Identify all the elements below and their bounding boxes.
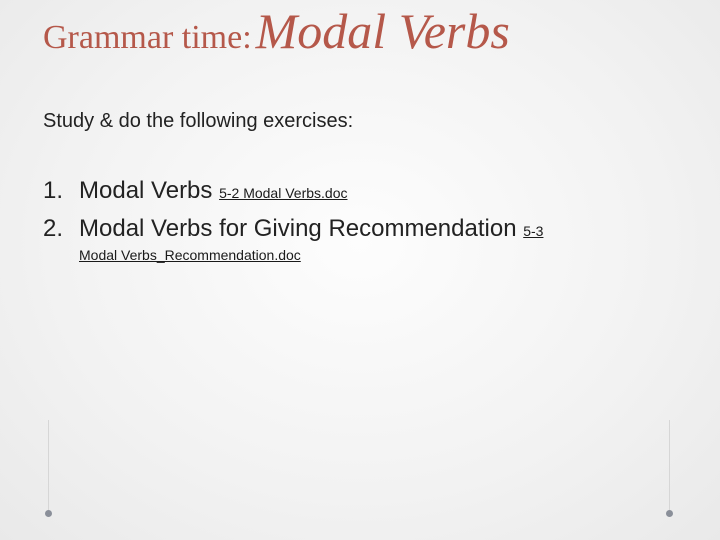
slide-title (43, 2, 510, 60)
decorative-dot-right (666, 510, 673, 517)
exercise-link-2-part2[interactable]: Modal Verbs_Recommendation.doc (79, 247, 301, 263)
item-text: Modal Verbs for Giving Recommendation (79, 215, 517, 242)
title-main: Modal Verbs (255, 3, 510, 59)
intro-text: Study & do the following exercises: (43, 110, 354, 132)
list-item (43, 176, 703, 208)
frame-line-left (48, 420, 49, 512)
exercise-list (43, 176, 703, 264)
title-prefix: Grammar time: (43, 19, 252, 56)
exercise-link-1[interactable]: 5-2 Modal Verbs.doc (219, 185, 348, 201)
list-item (43, 214, 703, 264)
decorative-dot-left (45, 510, 52, 517)
item-number: 2. (43, 215, 64, 242)
exercise-link-2-part1[interactable]: 5-3 (523, 223, 544, 239)
item-number: 1. (43, 177, 64, 204)
frame-line-right (669, 420, 670, 512)
item-text: Modal Verbs (79, 177, 213, 204)
